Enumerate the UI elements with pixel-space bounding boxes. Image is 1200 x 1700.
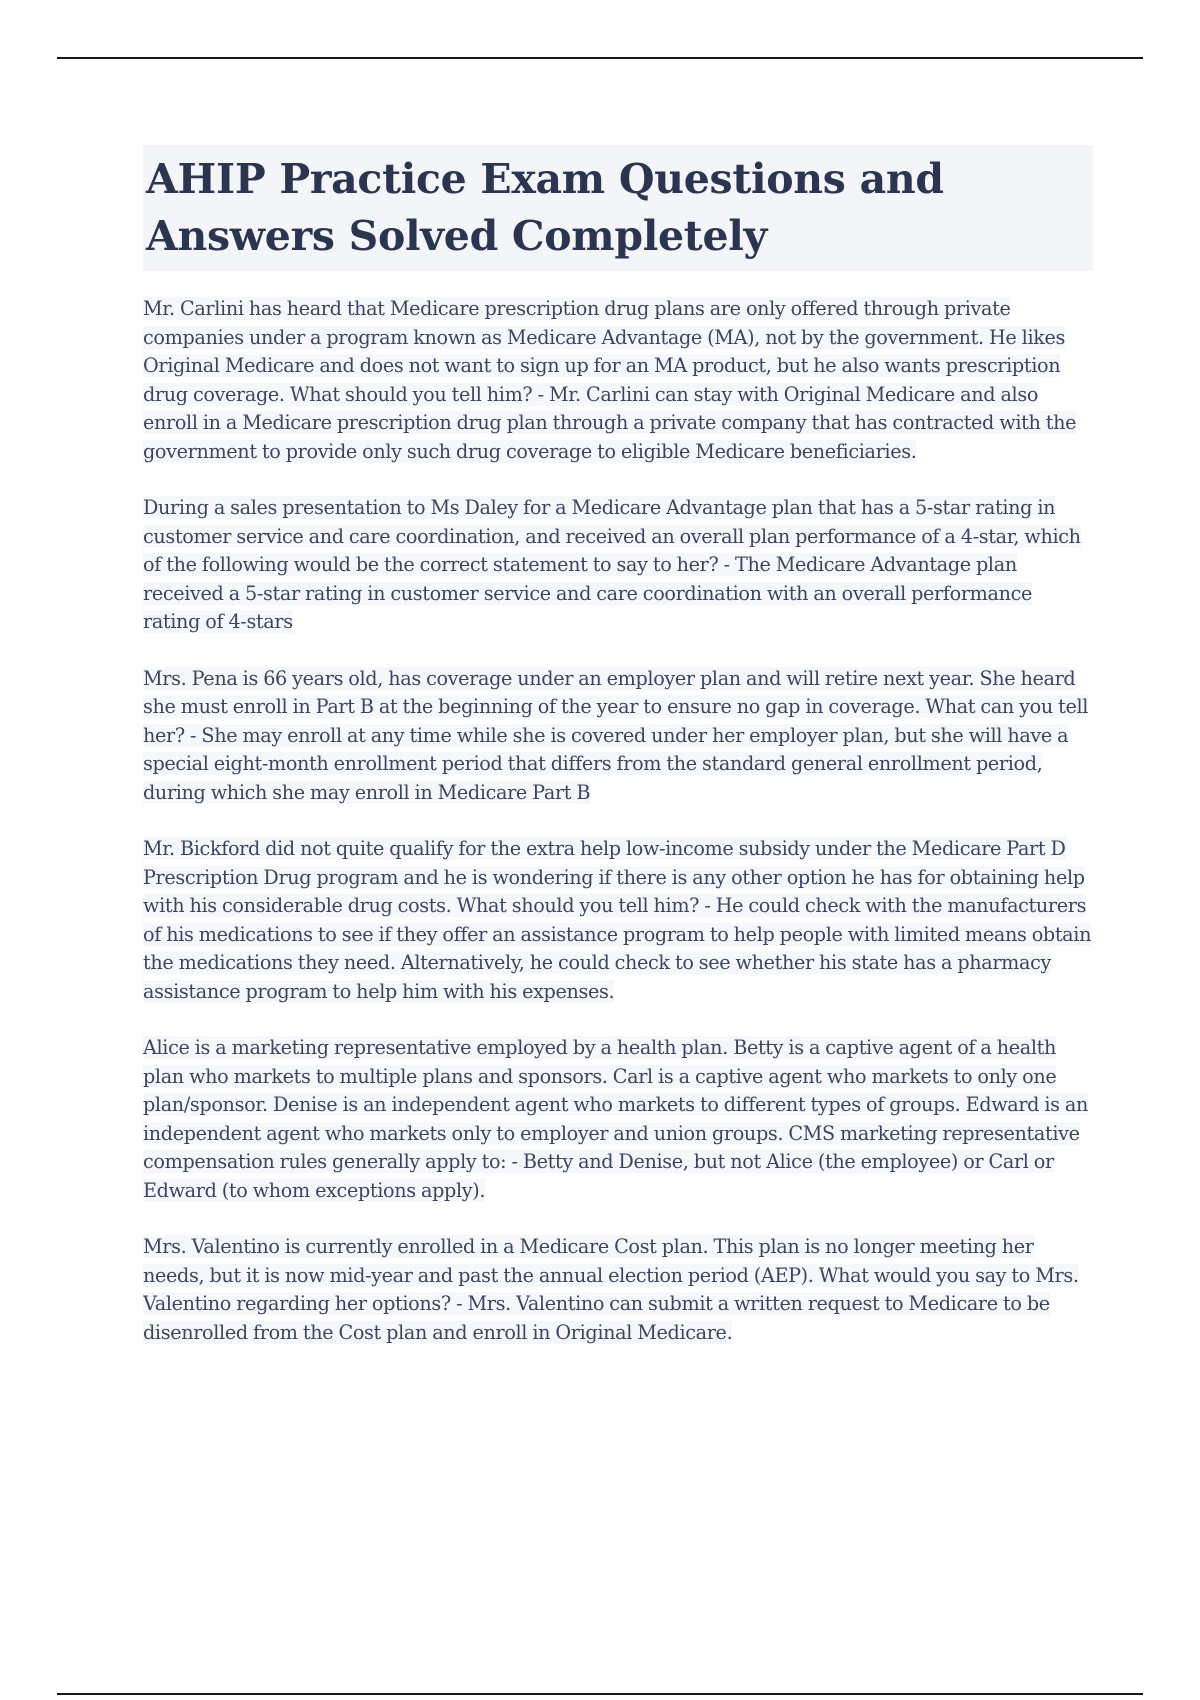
- title-block: [143, 145, 1093, 271]
- qa-text: Mr. Bickford did not quite qualify for the extra help low-income subsidy under the Medicare Part D Prescription Drug program and he is wondering if there is any other option he has for obtaining help with his considerable drug costs. What should you tell him? - He could check with the manufacturers of his medications to see if they offer an assistance program to help people with limited means obtain the medications they need. Alternatively, he could check to see whether his state has a pharmacy assistance program to help him with his expenses.: [143, 837, 1092, 1003]
- qa-item-carlini: [143, 295, 1093, 466]
- qa-item-bickford: [143, 835, 1093, 1006]
- qa-text: Mrs. Valentino is currently enrolled in a Medicare Cost plan. This plan is no longer meeting her needs, but it is now mid-year and past the annual election period (AEP). What would you say to Mrs. Valentino regarding her options? - Mrs. Valentino can submit a written request to Medicare to be disenrolled from the Cost plan and enroll in Original Medicare.: [143, 1235, 1079, 1344]
- qa-item-pena: [143, 665, 1093, 808]
- qa-text: Mrs. Pena is 66 years old, has coverage under an employer plan and will retire next year. She heard she must enroll in Part B at the beginning of the year to ensure no gap in coverage. What can you tell her? - She may enroll at any time while she is covered under her employer plan, but she will have a special eight-month enrollment period that differs from the standard general enrollment period, during which she may enroll in Medicare Part B: [143, 666, 1089, 804]
- title-line-1: AHIP Practice Exam Questions and: [146, 155, 944, 203]
- qa-item-valentino: [143, 1233, 1093, 1347]
- qa-text: Mr. Carlini has heard that Medicare prescription drug plans are only offered through private companies under a program known as Medicare Advantage (MA), not by the government. He likes Original Medicare and does not want to sign up for an MA product, but he also wants prescription drug coverage. What should you tell him? - Mr. Carlini can stay with Original Medicare and also enroll in a Medicare prescription drug plan through a private company that has contracted with the government to provide only such drug coverage to eligible Medicare beneficiaries.: [143, 297, 1077, 463]
- qa-text: Alice is a marketing representative employed by a health plan. Betty is a captive agent of a health plan who markets to multiple plans and sponsors. Carl is a captive agent who markets to only one plan/sponsor. Denise is an independent agent who markets to different types of groups. Edward is an independent agent who markets only to employer and union groups. CMS marketing representative compensation rules generally apply to: - Betty and Denise, but not Alice (the employee) or Carl or Edward (to whom exceptions apply).: [143, 1036, 1088, 1202]
- document-body: [143, 145, 1093, 1375]
- title-line-2: Answers Solved Completely: [146, 212, 768, 260]
- qa-item-daley: [143, 494, 1093, 637]
- document-title: [146, 151, 1089, 265]
- qa-item-compensation: [143, 1034, 1093, 1205]
- header-rule: [57, 57, 1143, 59]
- qa-text: During a sales presentation to Ms Daley for a Medicare Advantage plan that has a 5-star rating in customer service and care coordination, and received an overall plan performance of a 4-star, which of the following would be the correct statement to say to her? - The Medicare Advantage plan received a 5-star rating in customer service and care coordination with an overall performance rating of 4-stars: [143, 496, 1081, 633]
- footer-rule: [57, 1693, 1143, 1695]
